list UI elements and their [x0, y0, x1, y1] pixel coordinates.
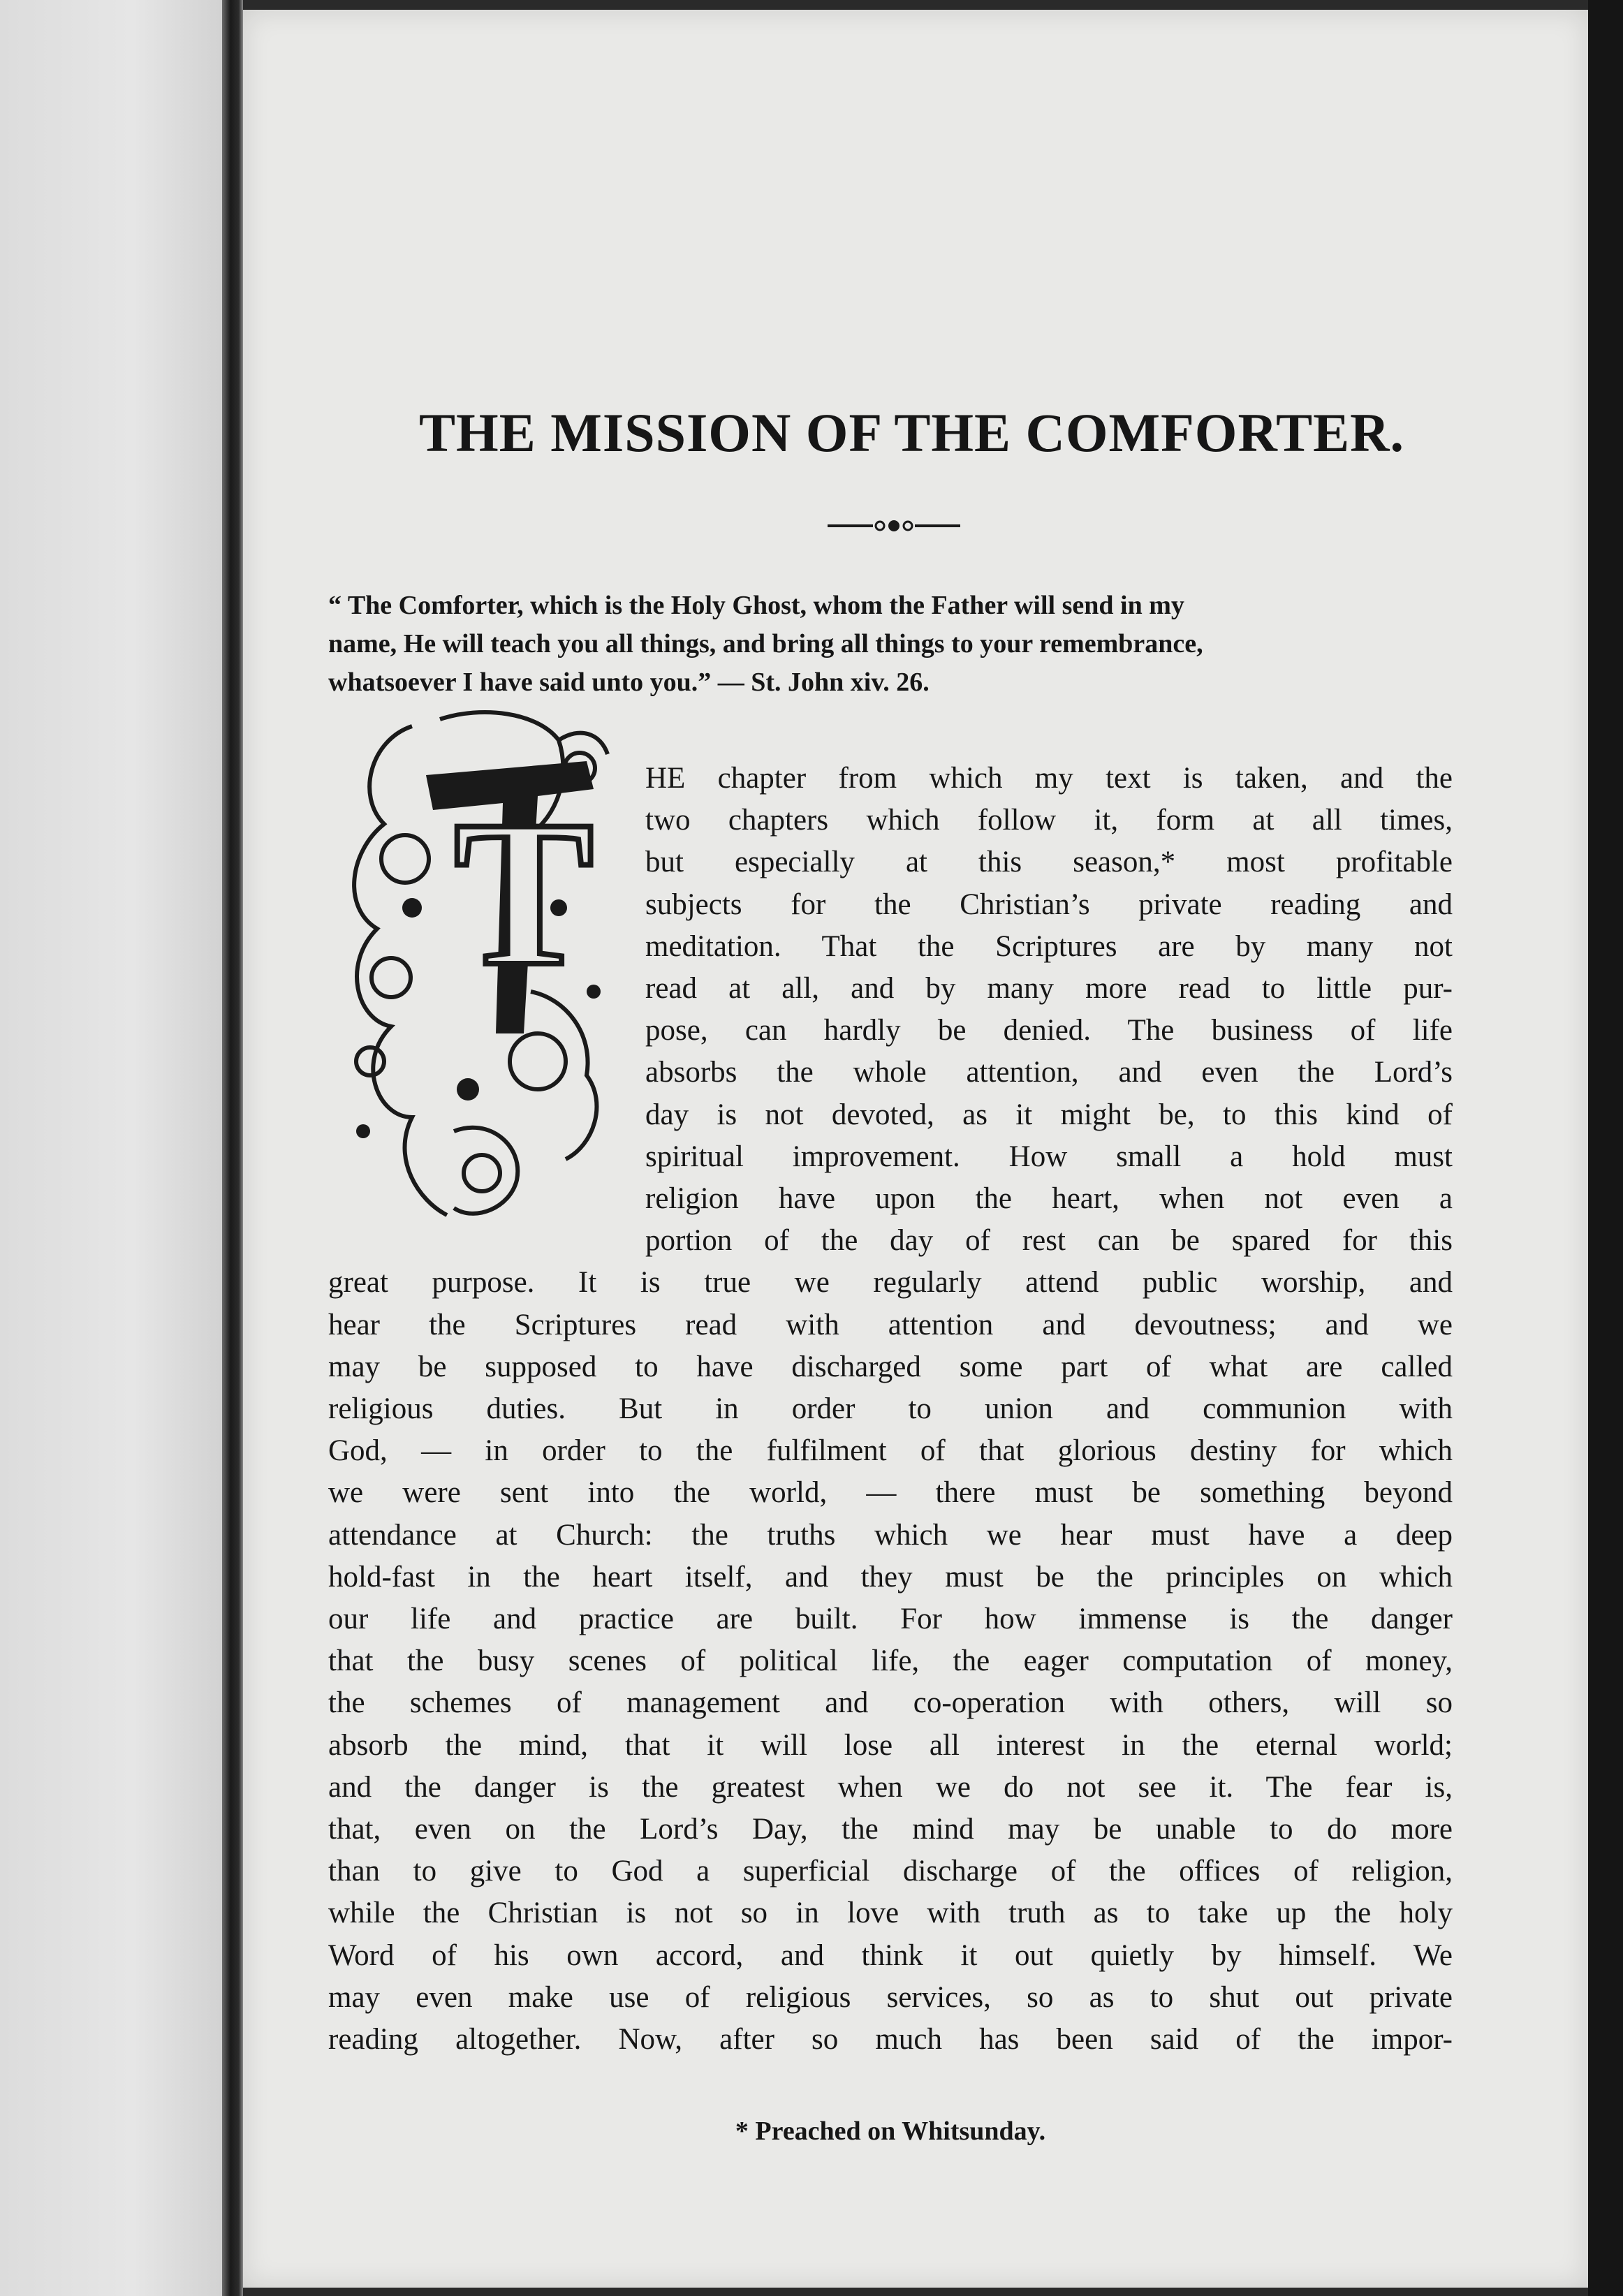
body-line: we were sent into the world, — there must be something beyond [328, 1476, 1453, 1510]
scan-border [1588, 0, 1623, 2296]
body-line: pose, can hardly be denied. The business of life [645, 1014, 1453, 1047]
body-line: may be supposed to have discharged some part of what are called [328, 1350, 1453, 1383]
body-line: while the Christian is not so in love with truth as to take up the holy [328, 1897, 1453, 1930]
body-line: subjects for the Christian’s private reading and [645, 888, 1453, 921]
body-line: absorb the mind, that it will lose all interest in the eternal world; [328, 1728, 1453, 1762]
body-line: read at all, and by many more read to little pur- [645, 972, 1453, 1005]
title-ornament [828, 515, 960, 536]
body-line: hold-fast in the heart itself, and they must be the principles on which [328, 1560, 1453, 1594]
body-line: day is not devoted, as it might be, to this kind of [645, 1098, 1453, 1131]
footnote: * Preached on Whitsunday. [735, 2117, 1046, 2146]
body-line: meditation. That the Scriptures are by many not [645, 929, 1453, 963]
dropcap-letter: T [454, 777, 594, 1009]
book-gutter [222, 0, 243, 2296]
ornate-dropcap [328, 698, 622, 1236]
epigraph [328, 587, 1453, 702]
page-title: THE MISSION OF THE COMFORTER. [419, 402, 1404, 463]
body-line: portion of the day of rest can be spared for this [645, 1224, 1453, 1258]
body-line: HE chapter from which my text is taken, and the [645, 762, 1453, 795]
body-line: two chapters which follow it, form at all times, [645, 804, 1453, 837]
facing-page [0, 0, 222, 2296]
body-line: our life and practice are built. For how immense is the danger [328, 1603, 1453, 1635]
epigraph-line: whatsoever I have said unto you.” — St. John xiv. 26. [328, 668, 930, 697]
body-line: God, — in order to the fulfilment of that glorious destiny for which [328, 1434, 1453, 1468]
body-line: the schemes of management and co-operation with others, will so [328, 1686, 1453, 1720]
body-line: attendance at Church: the truths which we hear must have a deep [328, 1518, 1453, 1552]
body-line: that, even on the Lord’s Day, the mind may be unable to do more [328, 1813, 1453, 1846]
epigraph-line: name, He will teach you all things, and bring all things to your remembrance, [328, 629, 1203, 658]
body-line: Word of his own accord, and think it out quietly by himself. We [328, 1938, 1453, 1972]
body-line: religion have upon the heart, when not even a [645, 1182, 1453, 1215]
body-line: religious duties. But in order to union and communion with [328, 1392, 1453, 1425]
body-line: may even make use of religious services, so as to shut out private [328, 1980, 1453, 2014]
body-line: than to give to God a superficial discharge of the offices of religion, [328, 1855, 1453, 1888]
epigraph-line: “ The Comforter, which is the Holy Ghost, whom the Father will send in my [328, 591, 1184, 620]
body-line: that the busy scenes of political life, the eager computation of money, [328, 1644, 1453, 1678]
body-line: reading altogether. Now, after so much has been said of the impor- [328, 2023, 1453, 2056]
body-line: spiritual improvement. How small a hold must [645, 1140, 1453, 1173]
body-line: hear the Scriptures read with attention and devoutness; and we [328, 1308, 1453, 1341]
body-line: and the danger is the greatest when we do not see it. The fear is, [328, 1770, 1453, 1804]
body-line: but especially at this season,* most profitable [645, 846, 1453, 879]
body-line: great purpose. It is true we regularly attend public worship, and [328, 1266, 1453, 1300]
body-line: absorbs the whole attention, and even the Lord’s [645, 1056, 1453, 1089]
